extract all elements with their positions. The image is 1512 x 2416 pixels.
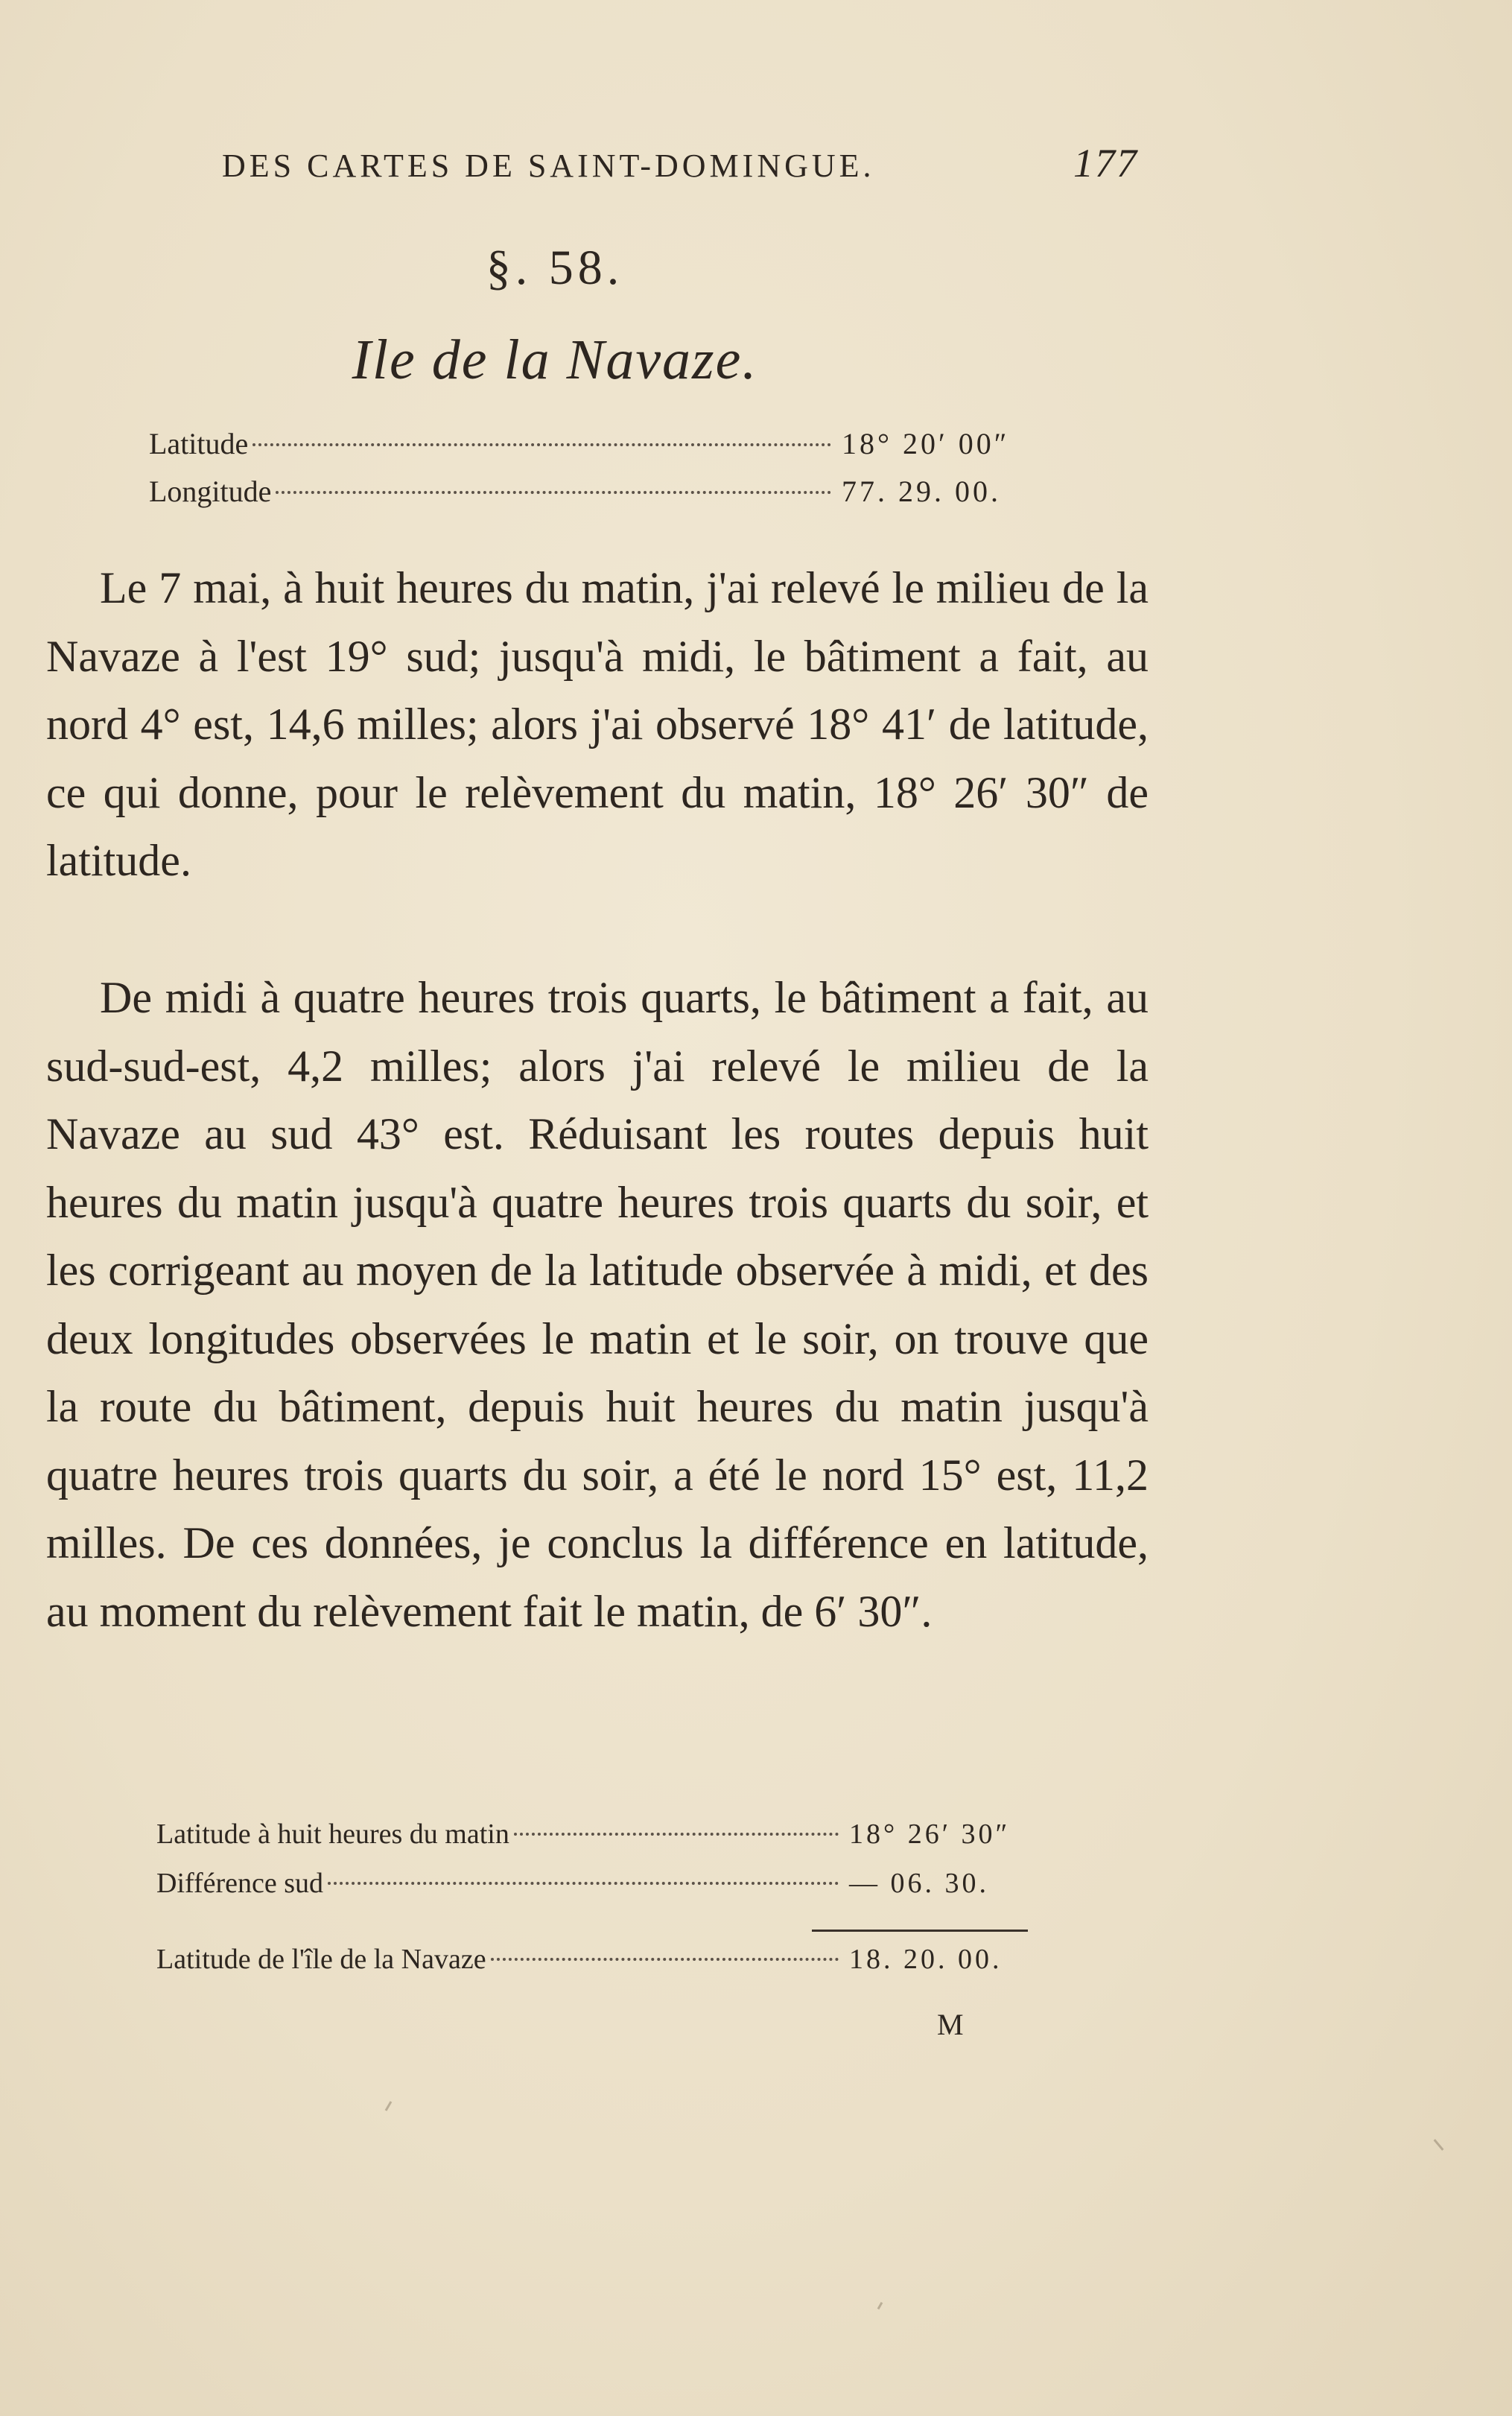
dot-leader	[491, 1958, 839, 1961]
calculation-label: Différence sud	[156, 1868, 324, 1899]
sum-rule	[812, 1930, 1028, 1932]
paragraph-2: De midi à quatre heures trois quarts, le bâtiment a fait, au sud-sud-est, 4,2 milles; alors j'ai relevé le milieu de la Navaze au sud 43° est. Réduisant les routes depuis huit heures du matin jusqu'à quatre heures trois quarts du soir, et les corrigeant au moyen de la latitude observée à midi, et des deux longitudes observées le matin et le soir, on trouve que la route du bâtiment, depuis huit heures du matin jusqu'à quatre heures trois quarts du soir, a été le nord 15° est, 11,2 milles. De ces données, je conclus la différence en latitude, au moment du relèvement fait le matin, de 6′ 30″.	[46, 973, 1149, 1636]
coordinate-value: 77. 29. 00.	[842, 475, 1001, 508]
result-value: 18. 20. 00.	[849, 1944, 1003, 1975]
calculation-row	[156, 1867, 1050, 1916]
coordinate-label: Longitude	[149, 475, 272, 508]
paper-speck	[385, 2101, 393, 2111]
paper-speck	[877, 2302, 883, 2309]
calculation-label: Latitude à huit heures du matin	[156, 1819, 509, 1850]
calculation-value: 18° 26′ 30″	[849, 1819, 1011, 1850]
coordinate-row-latitude	[149, 426, 1043, 474]
page-header	[222, 140, 1138, 192]
running-title: DES CARTES DE SAINT-DOMINGUE.	[222, 148, 875, 184]
result-label: Latitude de l'île de la Navaze	[156, 1944, 486, 1975]
calculation-table	[156, 1818, 1050, 1916]
dot-leader	[328, 1882, 839, 1885]
section-number: §. 58.	[486, 241, 624, 295]
paper-speck	[1434, 2139, 1444, 2151]
coordinate-row-longitude	[149, 474, 1043, 521]
dot-leader	[252, 443, 831, 446]
page-number: 177	[1073, 141, 1138, 186]
coordinates-table	[149, 426, 1043, 521]
coordinate-label: Latitude	[149, 427, 249, 460]
dot-leader	[276, 491, 831, 494]
calculation-result	[156, 1943, 1050, 1991]
coordinate-value: 18° 20′ 00″	[842, 427, 1010, 460]
calculation-row	[156, 1818, 1050, 1867]
calculation-result-row	[156, 1943, 1050, 1991]
dot-leader	[514, 1833, 839, 1836]
signature-mark: M	[937, 2008, 965, 2041]
section-title: Ile de la Navaze.	[352, 329, 758, 391]
paragraph-1: Le 7 mai, à huit heures du matin, j'ai relevé le milieu de la Navaze à l'est 19° sud; jusqu'à midi, le bâtiment a fait, au nord 4° est, 14,6 milles; alors j'ai observé 18° 41′ de latitude, ce qui donne, pour le relèvement du matin, 18° 26′ 30″ de latitude.	[46, 563, 1149, 885]
calculation-value: — 06. 30.	[849, 1868, 989, 1899]
